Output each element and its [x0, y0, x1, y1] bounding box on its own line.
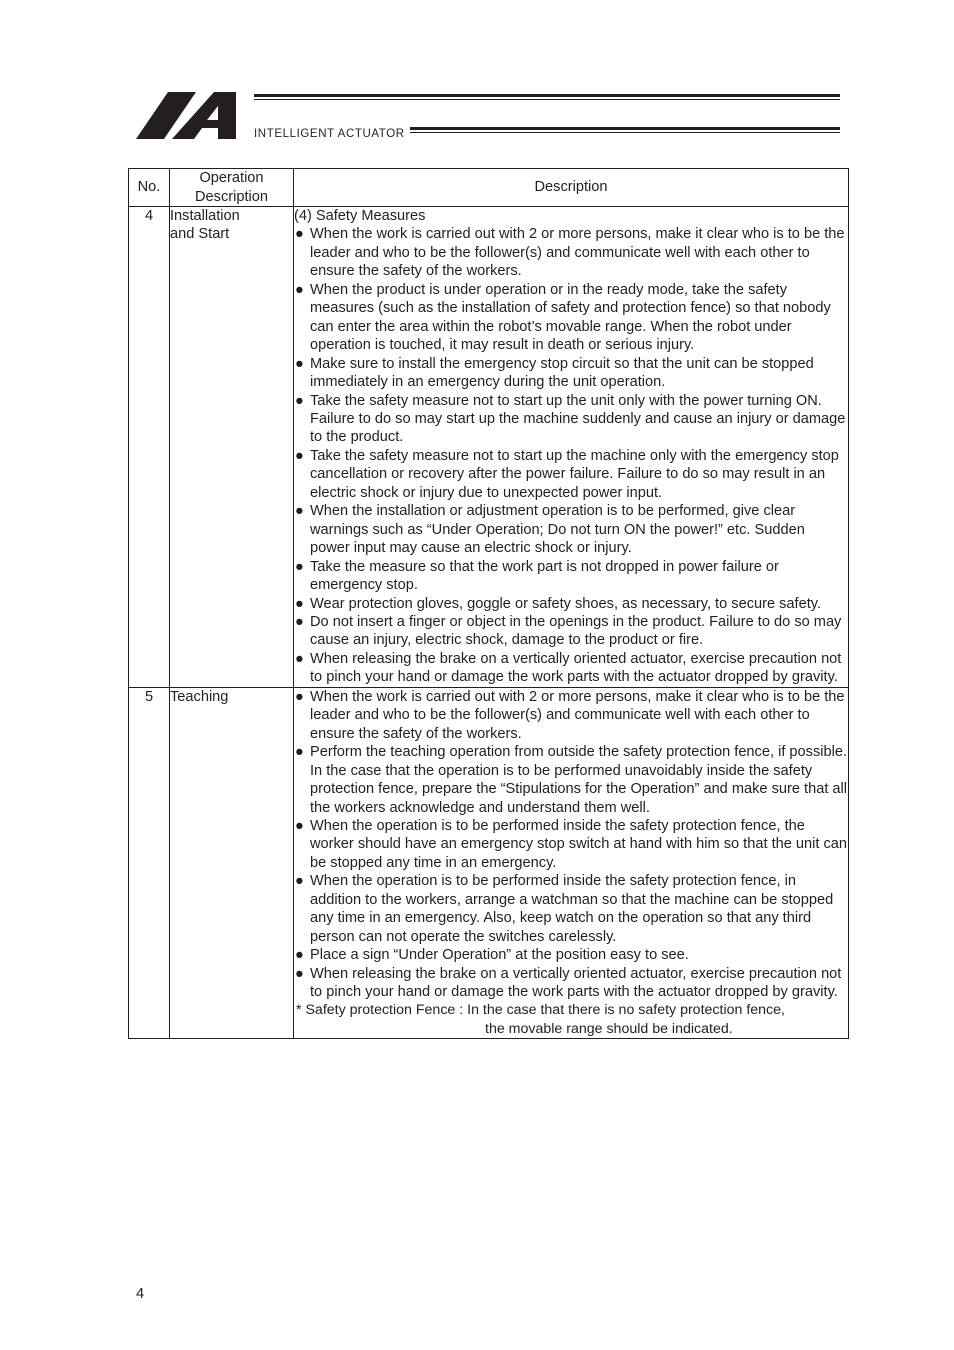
bullet-icon: ● [295, 744, 304, 761]
description-cell [294, 687, 849, 1039]
list-item: ● When the work is carried out with 2 or more persons, make it clear who is to be the leader and who to be the follower(s) and communicate well with each other to ensure the safety of the workers. [295, 226, 845, 280]
bullet-icon: ● [295, 873, 304, 890]
bullet-icon: ● [295, 650, 304, 667]
list-item: ● Perform the teaching operation from outside the safety protection fence, if possible. In the case that the operation is to be performed unavoidably inside the safety protection fence, prepare the “Stipulations for the Operation” and make sure that all the workers acknowledge and understand them well. [295, 744, 848, 816]
bullet-icon: ● [295, 392, 304, 409]
row-number: 5 [129, 687, 170, 1039]
list-item: ● Place a sign “Under Operation” at the position easy to see. [295, 947, 689, 964]
header-rule-top-thick [254, 94, 840, 97]
bullet-icon: ● [295, 817, 304, 834]
list-item: ● Take the safety measure not to start up the machine only with the emergency stop cancellation or recovery after the power failure. Failure to do so may result in an electric shock or injury due to unexpected power input. [295, 447, 839, 501]
row-number: 4 [129, 207, 170, 688]
bullet-icon: ● [295, 965, 304, 982]
bullet-icon: ● [295, 447, 304, 464]
bullet-list [294, 225, 848, 686]
list-item: ● When releasing the brake on a vertically oriented actuator, exercise precaution not to pinch your hand or damage the work parts with the actuator dropped by gravity. [295, 650, 842, 686]
bullet-icon: ● [295, 613, 304, 630]
column-header-no: No. [129, 169, 170, 207]
page-header [136, 90, 840, 146]
operation-cell: Teaching [170, 687, 294, 1039]
description-cell [294, 207, 849, 688]
safety-table [128, 168, 849, 1039]
list-item: ● Take the safety measure not to start up the unit only with the power turning ON. Failure to do so may start up the machine suddenly and cause an injury or damage to the product. [295, 392, 846, 446]
table-row [129, 207, 849, 688]
bullet-list [294, 688, 848, 1002]
header-rule-top-thin [254, 99, 840, 100]
list-item: ● When the work is carried out with 2 or more persons, make it clear who is to be the leader and who to be the follower(s) and communicate well with each other to ensure the safety of the workers. [295, 688, 845, 742]
list-item: ● When releasing the brake on a vertically oriented actuator, exercise precaution not to pinch your hand or damage the work parts with the actuator dropped by gravity. [295, 965, 842, 1001]
list-item: ● When the operation is to be performed inside the safety protection fence, the worker should have an emergency stop switch at hand with him so that the unit can be stopped any time in an emergency. [295, 817, 848, 871]
bullet-icon: ● [295, 688, 304, 705]
bullet-icon: ● [295, 281, 304, 298]
bullet-icon: ● [295, 947, 304, 964]
table-row [129, 687, 849, 1039]
ia-logo-icon [136, 90, 248, 140]
brand-name: INTELLIGENT ACTUATOR [254, 128, 405, 140]
footnote-line-2: the movable range should be indicated. [485, 1020, 733, 1037]
footnote-line-1: * Safety protection Fence : In the case that there is no safety protection fence, [296, 1002, 785, 1019]
table-header-row [129, 169, 849, 207]
bullet-icon: ● [295, 226, 304, 243]
footnote [294, 1001, 848, 1038]
bullet-icon: ● [295, 355, 304, 372]
list-item: ● When the operation is to be performed inside the safety protection fence, in addition to the workers, arrange a watchman so that the machine can be stopped any time in an emergency. Also, keep watch on the operation so that any third person can not operate the switches carelessly. [295, 873, 834, 945]
list-item: ● Make sure to install the emergency stop circuit so that the unit can be stopped immediately in an emergency during the unit operation. [295, 355, 814, 391]
bullet-icon: ● [295, 595, 304, 612]
list-item: ● Take the measure so that the work part is not dropped in power failure or emergency stop. [295, 558, 779, 594]
bullet-icon: ● [295, 558, 304, 575]
column-header-description: Description [294, 169, 849, 207]
operation-cell: Installation and Start [170, 207, 294, 688]
header-rule-bottom-thick [410, 127, 840, 130]
bullet-icon: ● [295, 503, 304, 520]
page-number: 4 [136, 1286, 145, 1302]
list-item: ● When the product is under operation or in the ready mode, take the safety measures (such as the installation of safety and protection fence) so that nobody can enter the area within the robot’s movable range. When the robot under operation is touched, it may result in death or serious injury. [295, 281, 831, 354]
list-item: ● Wear protection gloves, goggle or safety shoes, as necessary, to secure safety. [295, 595, 822, 612]
list-item: ● Do not insert a finger or object in the openings in the product. Failure to do so may cause an injury, electric shock, damage to the product or fire. [295, 613, 842, 649]
list-item: ● When the installation or adjustment operation is to be performed, give clear warnings such as “Under Operation; Do not turn ON the power!” etc. Sudden power input may cause an electric shock or injury. [295, 503, 805, 557]
column-header-operation: Operation Description [170, 169, 294, 207]
header-rule-bottom-thin [410, 132, 840, 133]
section-heading: (4) Safety Measures [294, 208, 426, 224]
